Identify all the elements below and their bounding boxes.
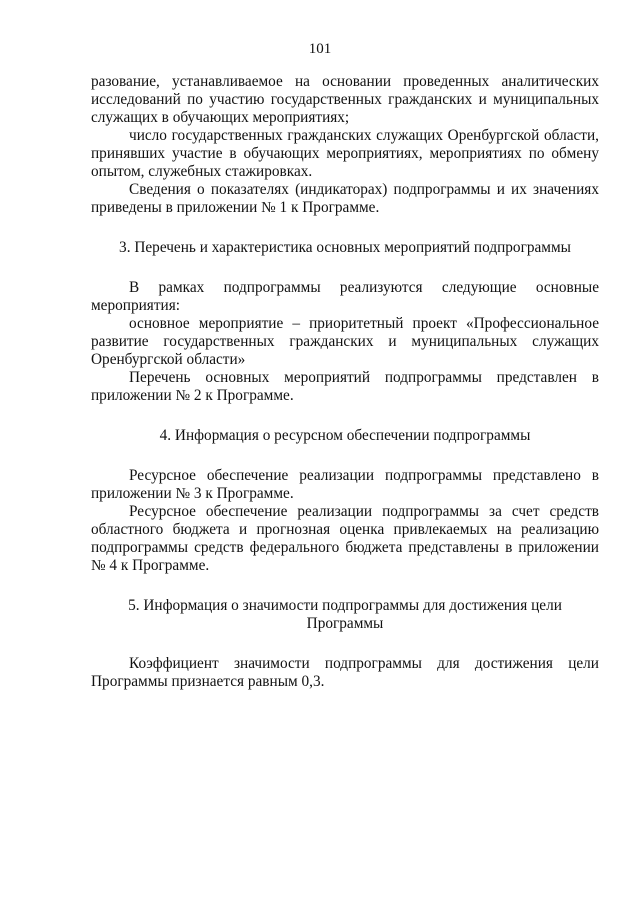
section-3-paragraph-list-reference: Перечень основных мероприятий подпрограммы представлен в приложении № 2 к Программе. — [91, 369, 599, 404]
paragraph-indicators-reference: Сведения о показателях (индикаторах) подпрограммы и их значениях приведены в приложении № 1 к Программе. — [91, 181, 599, 216]
page-number: 101 — [308, 41, 332, 57]
section-5-paragraph-coefficient: Коэффициент значимости подпрограммы для достижения цели Программы признается равным 0,3. — [91, 655, 599, 690]
section-5-heading-line-2: Программы — [306, 615, 384, 632]
page-content — [91, 73, 599, 691]
section-3-paragraph-intro: В рамках подпрограммы реализуются следующие основные мероприятия: — [91, 279, 599, 314]
section-5-heading-line-1: 5. Информация о значимости подпрограммы для достижения цели — [128, 597, 562, 614]
section-3-heading: 3. Перечень и характеристика основных мероприятий подпрограммы — [119, 239, 571, 256]
paragraph-continuation: разование, устанавливаемое на основании проведенных аналитических исследований по участию государственных гражданских и муниципальных служащих в обучающих мероприятиях; — [91, 73, 599, 126]
section-4-paragraph-budget: Ресурсное обеспечение реализации подпрограммы за счет средств областного бюджета и прогнозная оценка привлекаемых на реализацию подпрограммы средств федерального бюджета представлены в приложении № 4 к Программе. — [91, 503, 599, 574]
paragraph-civil-servants-count: число государственных гражданских служащих Оренбургской области, принявших участие в обучающих мероприятиях, мероприятиях по обмену опытом, служебных стажировках. — [91, 127, 599, 180]
section-4-heading: 4. Информация о ресурсном обеспечении подпрограммы — [159, 427, 531, 444]
section-4-paragraph-resources: Ресурсное обеспечение реализации подпрограммы представлено в приложении № 3 к Программе. — [91, 467, 599, 502]
section-3-paragraph-main-activity: основное мероприятие – приоритетный проект «Профессиональное развитие государственных гражданских и муниципальных служащих Оренбургской области» — [91, 315, 599, 368]
